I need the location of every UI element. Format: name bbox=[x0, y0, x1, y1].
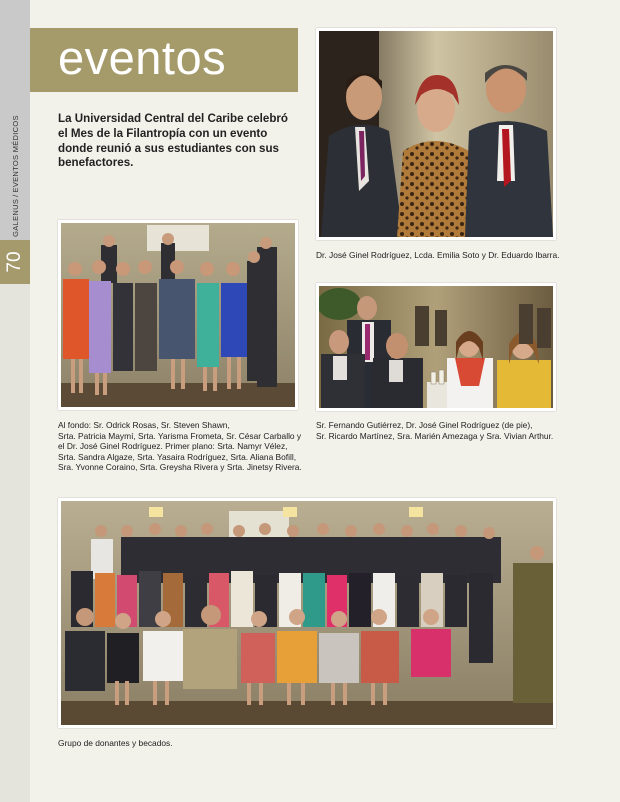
caption-line: Sr. Ricardo Martínez, Sra. Marién Amezaga y Sra. Vivian Arthur. bbox=[316, 430, 554, 441]
caption-table-guests bbox=[316, 420, 576, 441]
caption-line: Srta. Patricia Maymí, Srta. Yarisma Frometa, Sr. César Carballo y bbox=[58, 430, 302, 441]
page-number: 70 bbox=[4, 251, 25, 273]
caption-donors-group: Grupo de donantes y becados. bbox=[58, 738, 173, 748]
caption-three-guests: Dr. José Ginel Rodríguez, Lcda. Emilia Soto y Dr. Eduardo Ibarra. bbox=[316, 250, 560, 260]
running-head bbox=[10, 112, 22, 240]
photo-students-group bbox=[58, 220, 298, 410]
section-title: eventos bbox=[58, 31, 227, 84]
caption-line: Al fondo: Sr. Odrick Rosas, Sr. Steven Shawn, bbox=[58, 420, 230, 430]
running-head-section: EVENTOS MÉDICOS bbox=[11, 115, 20, 193]
photo-three-guests-image bbox=[319, 31, 553, 237]
photo-three-guests bbox=[316, 28, 556, 240]
caption-line: el Dr. José Ginel Rodríguez. Primer plano: Srta. Namyr Vélez, bbox=[58, 441, 288, 452]
caption-line: Sr. Fernando Gutiérrez, Dr. José Ginel Rodríguez (de pie), bbox=[316, 420, 533, 430]
photo-students-group-image bbox=[61, 223, 295, 407]
running-head-separator: / bbox=[11, 194, 20, 197]
caption-line: Srta. Sandra Algaze, Srta. Yasaira Rodríguez, Srta. Aliana Bofill, bbox=[58, 451, 297, 462]
intro-text: La Universidad Central del Caribe celebró el Mes de la Filantropía con un evento donde reunió a sus estudiantes con sus benefactores. bbox=[58, 112, 289, 170]
photo-table-guests bbox=[316, 283, 556, 411]
photo-donors-group-image bbox=[61, 501, 553, 725]
running-head-publication: GALENUS bbox=[11, 198, 20, 237]
photo-table-guests-image bbox=[319, 286, 553, 408]
caption-students-group bbox=[58, 420, 308, 473]
photo-donors-group bbox=[58, 498, 556, 728]
caption-line: Sra. Yvonne Coraino, Srta. Greysha Rivera y Srta. Jinetsy Rivera. bbox=[58, 462, 302, 473]
